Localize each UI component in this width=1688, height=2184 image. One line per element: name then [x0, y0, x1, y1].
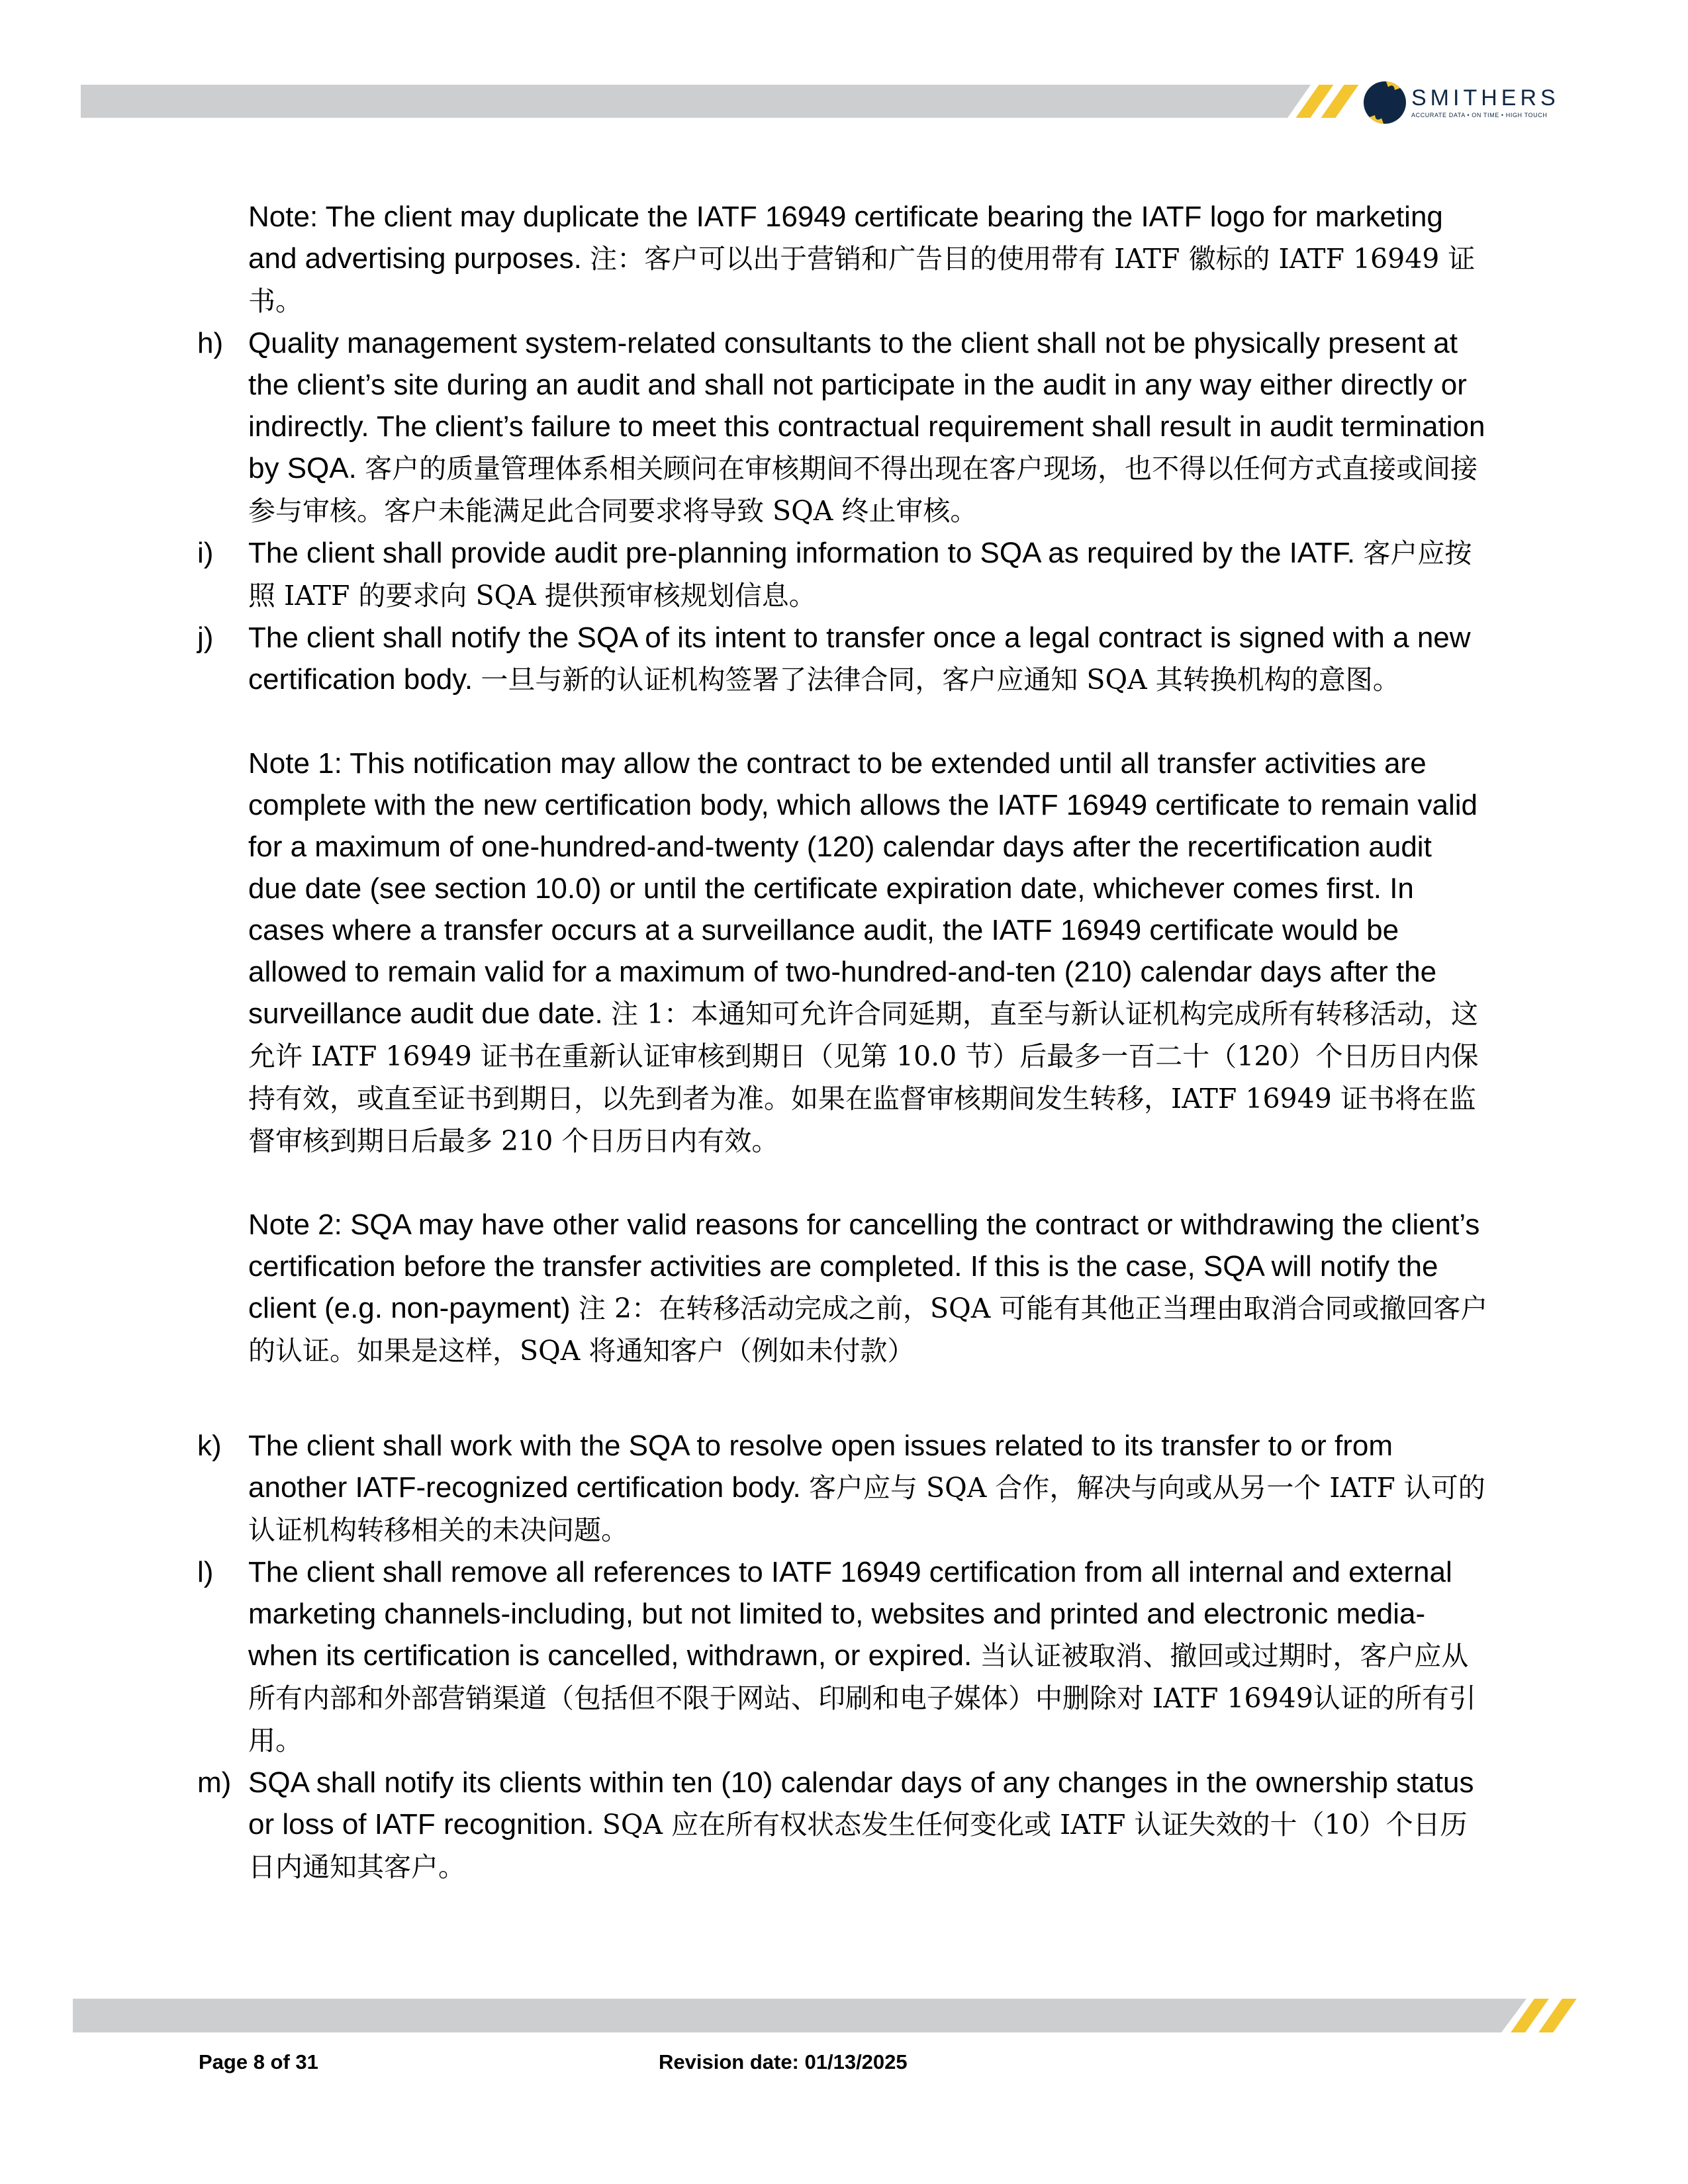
list-marker: m) — [197, 1766, 232, 1799]
spacer — [197, 1372, 1488, 1425]
note-en: Note: The client may duplicate the IATF 16949 certificate bearing the IATF logo for marketing and advertising purposes. — [248, 201, 1443, 275]
footer-bar — [73, 1999, 1526, 2032]
list-item-h — [197, 322, 1488, 532]
item-zh: 一旦与新的认证机构签署了法律合同，客户应通知 SQA 其转换机构的意图。 — [481, 664, 1400, 696]
item-en: The client shall notify the SQA of its intent to transfer once a legal contract is signed with a new certification body. — [248, 621, 1471, 696]
note-2-paragraph — [197, 1204, 1488, 1372]
smithers-s-logo-icon — [1364, 81, 1406, 124]
list-marker: i) — [197, 537, 214, 569]
revision-date: Revision date: 01/13/2025 — [659, 2050, 908, 2073]
list-item-l — [197, 1551, 1488, 1762]
logo-tagline: ACCURATE DATA • ON TIME • HIGH TOUCH — [1411, 112, 1548, 118]
list-marker: j) — [197, 621, 214, 654]
note-2-zh: 注 2：在转移活动完成之前，SQA 可能有其他正当理由取消合同或撤回客户的认证。如果是这样，SQA 将通知客户（例如未付款） — [248, 1293, 1488, 1367]
spacer — [197, 1162, 1488, 1204]
item-zh: SQA 应在所有权状态发生任何变化或 IATF 认证失效的十（10）个日历日内通知其客户。 — [248, 1809, 1468, 1883]
header-bar — [81, 85, 1311, 118]
list-marker: k) — [197, 1430, 222, 1462]
note-1-zh: 注 1：本通知可允许合同延期，直至与新认证机构完成所有转移活动，这允许 IATF 16949 证书在重新认证审核到期日（见第 10.0 节）后最多一百二十（120）个日历日内保持有效，或直至证书到期日，以先到者为准。如果在监督审核期间发生转移，IATF 16949 证书将在监督审核到期日后最多 210 个日历日内有效。 — [248, 998, 1479, 1157]
page-number: Page 8 of 31 — [199, 2050, 318, 2073]
list-marker: l) — [197, 1556, 214, 1588]
logo-name: SMITHERS — [1411, 85, 1560, 111]
item-en: Quality management system-related consultants to the client shall not be physically present at the client’s site during an audit and shall not participate in the audit in any way either directly or indirectly. The client’s failure to meet this contractual requirement shall result in audit termination by SQA. — [248, 327, 1485, 484]
item-en: SQA shall notify its clients within ten (10) calendar days of any changes in the ownership status or loss of IATF recognition. — [248, 1766, 1474, 1841]
note-paragraph — [197, 196, 1488, 322]
list-item-m — [197, 1762, 1488, 1888]
item-zh: 客户的质量管理体系相关顾问在审核期间不得出现在客户现场，也不得以任何方式直接或间接参与审核。客户未能满足此合同要求将导致 SQA 终止审核。 — [248, 453, 1478, 527]
smithers-logo — [1364, 81, 1560, 124]
list-item-j — [197, 617, 1488, 701]
item-en: The client shall provide audit pre-planning information to SQA as required by the IATF. — [248, 537, 1356, 569]
item-en: The client shall remove all references to IATF 16949 certification from all internal and external marketing channels-including, but not limited to, websites and printed and electronic media-when its certification is cancelled, withdrawn, or expired. — [248, 1556, 1452, 1672]
item-en: The client shall work with the SQA to resolve open issues related to its transfer to or from another IATF-recognized certification body. — [248, 1430, 1393, 1504]
item-zh: 客户应按照 IATF 的要求向 SQA 提供预审核规划信息。 — [248, 537, 1472, 612]
spacer — [197, 701, 1488, 743]
list-item-i — [197, 532, 1488, 617]
list-item-k — [197, 1425, 1488, 1551]
note-1-paragraph — [197, 743, 1488, 1162]
note-zh: 注：客户可以出于营销和广告目的使用带有 IATF 徽标的 IATF 16949 证书。 — [248, 243, 1476, 317]
document-body — [197, 196, 1488, 1888]
list-marker: h) — [197, 327, 224, 359]
item-zh: 当认证被取消、撤回或过期时，客户应从所有内部和外部营销渠道（包括但不限于网站、印刷和电子媒体）中删除对 IATF 16949认证的所有引用。 — [248, 1640, 1476, 1756]
item-zh: 客户应与 SQA 合作，解决与向或从另一个 IATF 认可的认证机构转移相关的未决问题。 — [248, 1472, 1485, 1546]
note-2-en: Note 2: SQA may have other valid reasons for cancelling the contract or withdrawing the client’s certification before the transfer activities are completed. If this is the case, SQA will notify the client (e.g. non-payment) — [248, 1208, 1480, 1324]
note-1-en: Note 1: This notification may allow the contract to be extended until all transfer activities are complete with the new certification body, which allows the IATF 16949 certificate to remain valid for a maximum of one-hundred-and-twenty (120) calendar days after the recertification audit due date (see section 10.0) or until the certificate expiration date, whichever comes first. In cases where a transfer occurs at a surveillance audit, the IATF 16949 certificate would be allowed to remain valid for a maximum of two-hundred-and-ten (210) calendar days after the surveillance audit due date. — [248, 747, 1478, 1030]
